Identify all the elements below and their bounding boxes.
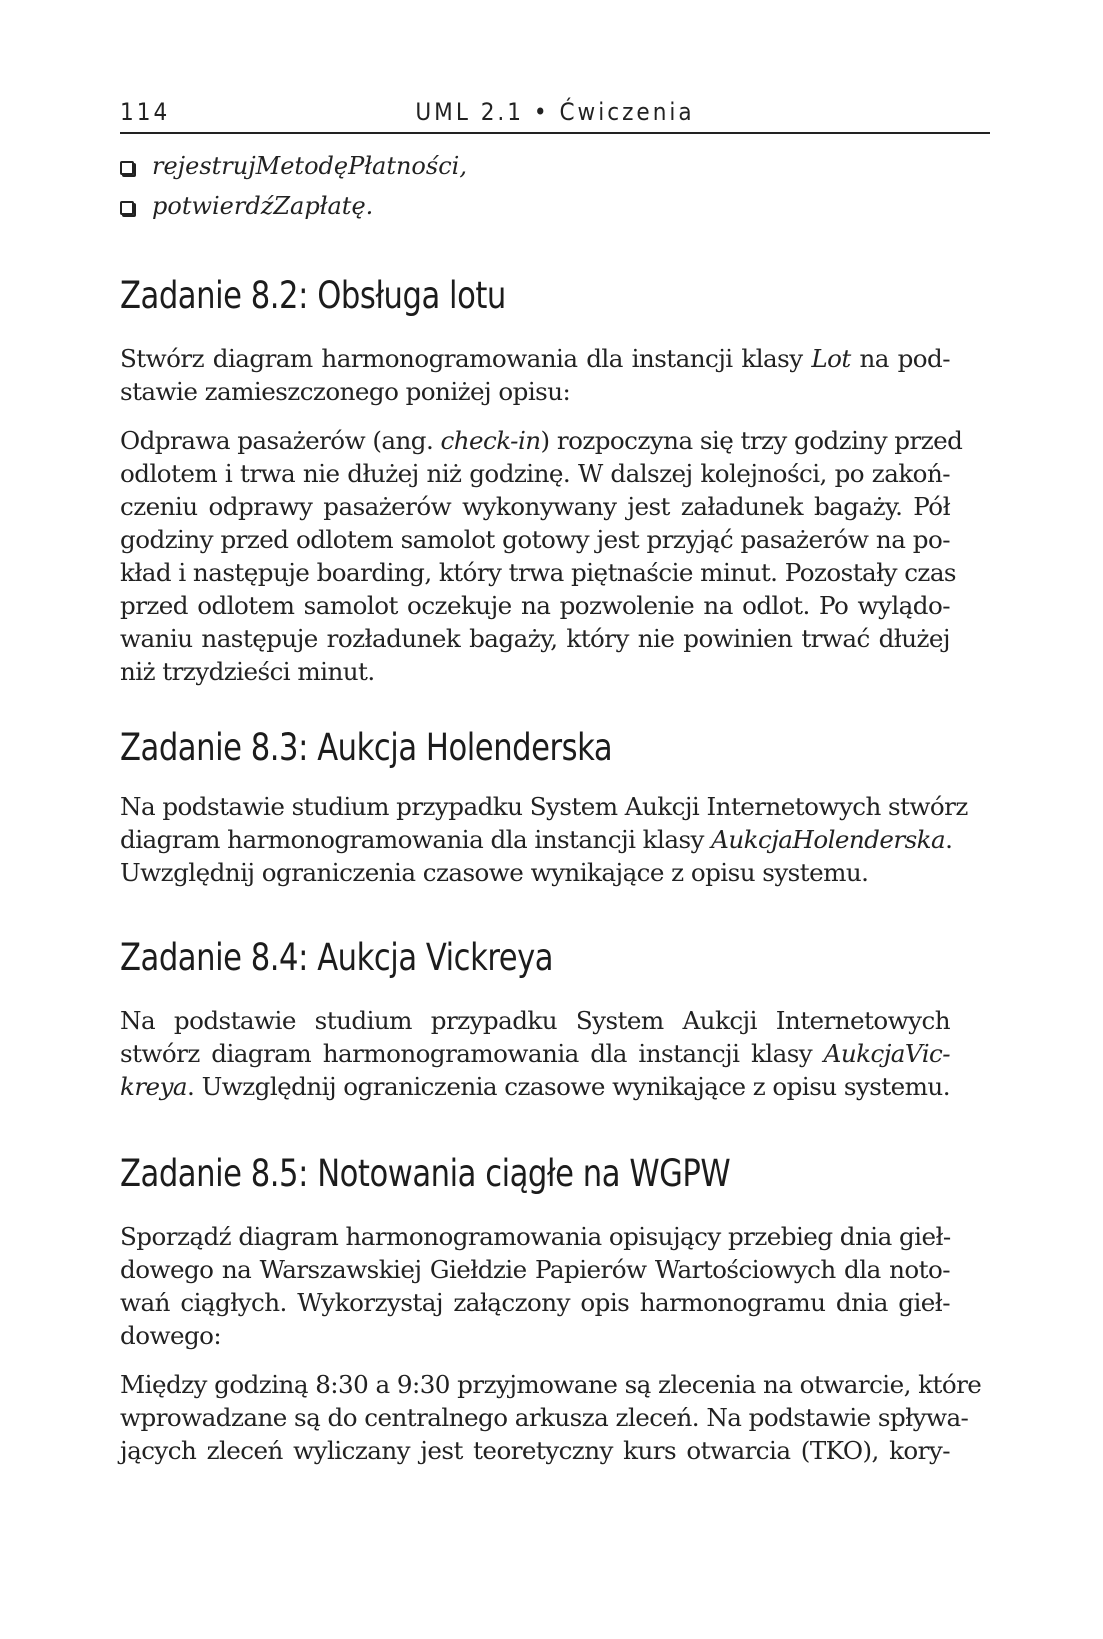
text-line: Na podstawie studium przypadku System Aukcji Internetowych [120,1006,950,1035]
text-line: dowego na Warszawskiej Giełdzie Papierów Wartościowych dla noto- [120,1255,950,1284]
class-name: AukcjaVic- [823,1039,950,1068]
text-line: jących zleceń wyliczany jest teoretyczny kurs otwarcia (TKO), kory- [120,1436,950,1465]
class-name: Lot [811,344,851,373]
text-line: Stwórz diagram harmonogramowania dla instancji klasy Lot na pod- [120,344,950,373]
text-line: niż trzydzieści minut. [120,657,375,686]
section-heading: Zadanie 8.3: Aukcja Holenderska [120,726,613,769]
text-line: wań ciągłych. Wykorzystaj załączony opis harmonogramu dnia gieł- [120,1288,950,1317]
term: check-in [440,426,541,455]
text-line: godziny przed odlotem samolot gotowy jest przyjąć pasażerów na po- [120,525,950,554]
text-line: kreya. Uwzględnij ograniczenia czasowe wynikające z opisu systemu. [120,1072,950,1101]
list-item-text: rejestrujMetodęPłatności, [152,152,467,180]
text-line: czeniu odprawy pasażerów wykonywany jest załadunek bagaży. Pół [120,492,950,521]
bullet-list [120,146,990,226]
section-8-4 [120,934,950,1103]
text-line: Na podstawie studium przypadku System Aukcji Internetowych stwórz [120,792,968,821]
text-line: Uwzględnij ograniczenia czasowe wynikające z opisu systemu. [120,858,869,887]
book-title: UML 2.1 • Ćwiczenia [415,98,695,126]
class-name: AukcjaHolenderska [711,825,946,854]
running-header [120,92,990,134]
paragraph [120,424,963,688]
text-line: kład i następuje boarding, który trwa piętnaście minut. Pozostały czas [120,558,957,587]
class-name: kreya [120,1072,188,1101]
section-heading: Zadanie 8.4: Aukcja Vickreya [120,936,554,979]
paragraph [120,790,968,889]
text-line: Odprawa pasażerów (ang. check-in) rozpoczyna się trzy godziny przed [120,426,963,455]
paragraph [120,1368,982,1467]
checkbox-bullet-icon [120,201,134,215]
text-line: odlotem i trwa nie dłużej niż godzinę. W dalszej kolejności, po zakoń- [120,459,950,488]
list-item [120,186,990,226]
section-8-2 [120,272,963,688]
text-line: diagram harmonogramowania dla instancji klasy AukcjaHolenderska. [120,825,953,854]
section-heading: Zadanie 8.2: Obsługa lotu [120,274,506,317]
page-number: 114 [120,98,171,126]
text-line: Między godziną 8:30 a 9:30 przyjmowane są zlecenia na otwarcie, które [120,1370,982,1399]
text-line: przed odlotem samolot oczekuje na pozwolenie na odlot. Po wylądo- [120,591,950,620]
paragraph [120,1220,950,1352]
text-line: wprowadzane są do centralnego arkusza zleceń. Na podstawie spływa- [120,1403,969,1432]
list-item-text: potwierdźZapłatę. [152,192,374,220]
section-8-5 [120,1150,982,1467]
section-8-3 [120,724,968,889]
text-line: stwórz diagram harmonogramowania dla instancji klasy AukcjaVic- [120,1039,950,1068]
text-line: Sporządź diagram harmonogramowania opisujący przebieg dnia gieł- [120,1222,951,1251]
checkbox-bullet-icon [120,161,134,175]
paragraph [120,1004,950,1103]
list-item [120,146,990,186]
paragraph [120,342,950,408]
page [120,92,990,1465]
text-line: stawie zamieszczonego poniżej opisu: [120,377,571,406]
section-heading: Zadanie 8.5: Notowania ciągłe na WGPW [120,1152,731,1195]
text-line: dowego: [120,1321,222,1350]
text-line: waniu następuje rozładunek bagaży, który nie powinien trwać dłużej [120,624,950,653]
